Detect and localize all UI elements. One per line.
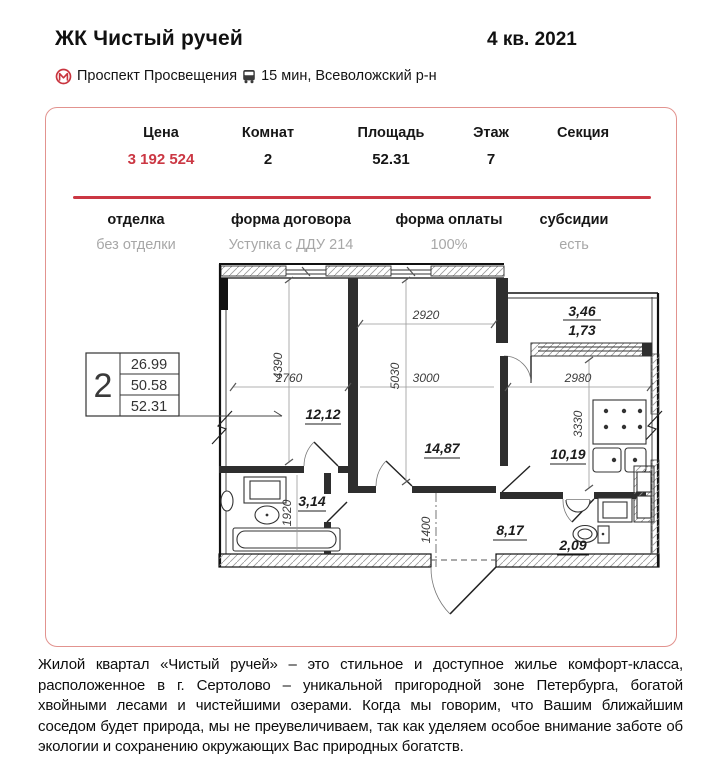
dim-hall-width: 1400 [419,516,433,544]
spec-value-area: 52.31 [372,151,410,168]
floor-plan-svg [76,254,676,644]
description-paragraph: Жилой квартал «Чистый ручей» – это стильное и доступное жилье комфорт-класса, расположенное в г. Сертолово – уникальной пригородной зоне Петербурга, богатой хвойными лесами и чистейшими озерами. Когда мы говорим, что Вашим ближайшим соседом будет природа, мы не преувеличиваем, так как уделяем особое внимание заботе об экологии и сохранению окружающих Вас природных богатств. [38,656,683,755]
detail-value-contract: Уступка с ДДУ 214 [228,237,354,253]
spec-label-area: Площадь [357,125,425,141]
location-line [55,66,437,86]
kitchen-door [502,466,530,492]
dim-bath-height: 1920 [280,499,294,527]
spec-col-section [557,125,609,151]
spec-value-floor: 7 [486,151,496,168]
detail-col-subsidy [540,212,609,253]
detail-value-subsidy: есть [559,237,589,253]
detail-label-subsidy: субсидии [539,212,609,228]
spec-value-rooms: 2 [263,151,273,168]
area-room1: 12,12 [305,406,341,422]
detail-col-contract [229,212,354,253]
shaft [634,466,654,522]
offer-card [45,107,677,647]
kitchen-fixtures [593,400,646,472]
detail-col-finish [96,212,175,253]
detail-value-finish: без отделки [96,237,176,253]
area-room2: 14,87 [424,440,460,456]
dim-room1-width: 2760 [275,371,303,385]
spec-label-floor: Этаж [473,125,509,141]
detail-value-payment: 100% [430,237,468,253]
red-divider [73,196,651,199]
metro-icon [55,68,72,85]
spec-value-price: 3 192 524 [127,151,195,168]
spec-label-section: Секция [556,125,610,141]
spec-col-area [358,125,425,168]
spec-col-rooms [242,125,294,168]
metro-station: Проспект Просвещения [77,68,238,84]
plan-stamp [86,353,282,416]
area-kitchen: 10,19 [550,446,586,462]
detail-label-contract: форма договора [231,212,351,228]
spec-label-rooms: Комнат [241,125,295,141]
entrance-door [431,567,496,614]
area-hallway: 8,17 [496,522,524,538]
detail-label-payment: форма оплаты [395,212,503,228]
area-balcony-full: 3,46 [568,303,596,319]
wall-pier [221,266,286,276]
dim-room1-height: 4390 [271,352,285,380]
bath-door [327,502,347,522]
completion-date: 4 кв. 2021 [487,29,577,50]
bus-icon [242,69,256,84]
spec-label-price: Цена [143,125,179,141]
dim-room2-top: 2920 [412,308,440,322]
stamp-living-area: 26.99 [130,357,168,373]
area-wc: 2,09 [559,537,587,553]
dim-room2-height: 5030 [388,362,402,390]
dim-kitchen-height: 3330 [571,410,585,438]
page-title: ЖК Чистый ручей [55,27,243,50]
bottom-wall [219,554,431,567]
stamp-rooms: 2 [93,367,113,405]
area-balcony-reduced: 1,73 [568,322,596,338]
room1-door [304,442,338,466]
stamp-area-no-balcony: 50.58 [130,378,168,394]
detail-label-finish: отделка [107,212,165,228]
commute-text: 15 мин, Всеволожский р-н [261,68,437,84]
spec-col-floor [473,125,509,168]
area-bathroom: 3,14 [298,493,326,509]
spec-col-price [128,125,195,168]
dim-room2-width: 3000 [412,371,440,385]
floor-plan [76,254,676,644]
dim-kitchen-width: 2980 [564,371,592,385]
stamp-total-area: 52.31 [130,399,168,415]
detail-col-payment [395,212,502,253]
